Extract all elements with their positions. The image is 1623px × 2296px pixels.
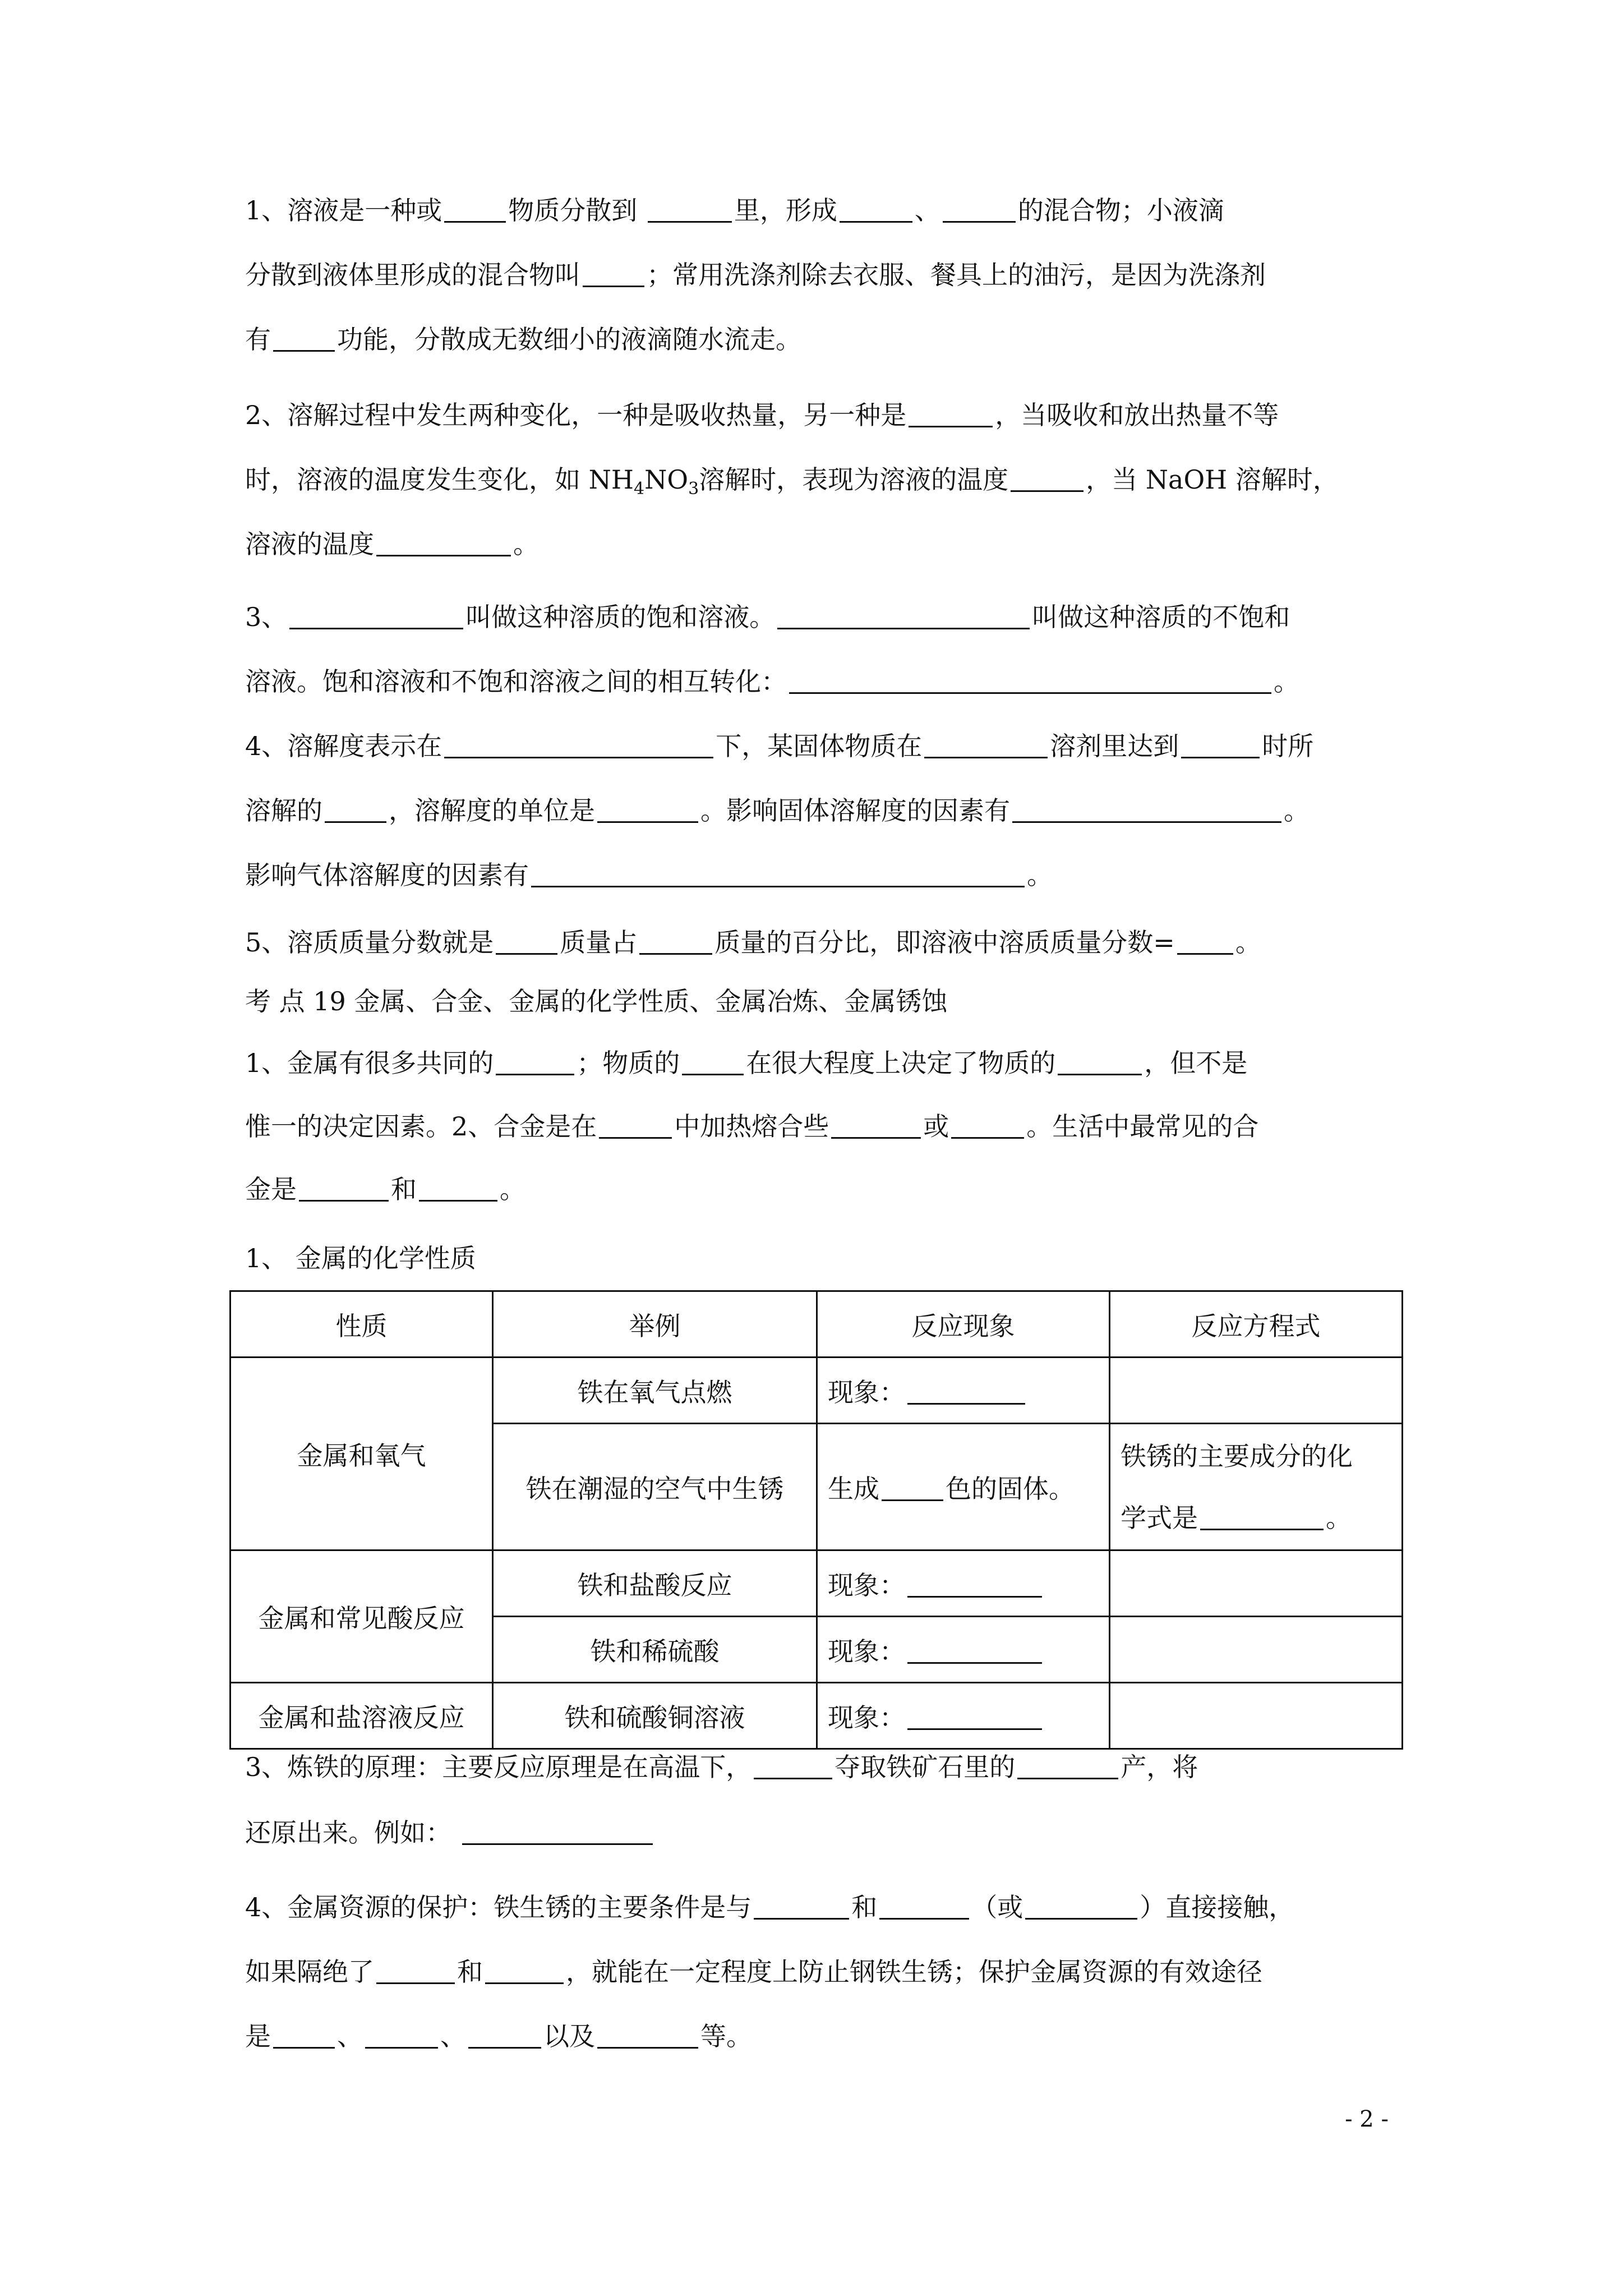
text-line [245, 1750, 1198, 1784]
answer-blank[interactable] [951, 1115, 1024, 1139]
rust-formula-line2: 学式是 [1121, 1502, 1198, 1533]
phenomenon-cell [817, 1683, 1110, 1749]
text-line [245, 527, 539, 561]
text-segment: 2、溶解过程中发生两种变化，一种是吸收热量，另一种是 [245, 400, 907, 430]
text-line [245, 1172, 525, 1206]
rust-phenomenon-cell [817, 1424, 1110, 1550]
text-segment: 惟一的决定因素。2、合金是在 [245, 1111, 597, 1142]
text-line [245, 1241, 476, 1275]
phenomenon-label: 现象： [828, 1636, 905, 1667]
answer-blank[interactable] [909, 403, 993, 427]
equation-cell [1110, 1358, 1403, 1424]
text-segment: ，当吸收和放出热量不等 [995, 400, 1279, 430]
text-segment: ，当 NaOH 溶解时， [1086, 464, 1339, 495]
text-segment: 中加热熔合些 [674, 1111, 829, 1142]
text-line [245, 1110, 1258, 1143]
answer-blank[interactable] [496, 1051, 574, 1075]
answer-blank[interactable] [907, 1573, 1042, 1598]
equation-cell [1110, 1550, 1403, 1617]
text-segment: 。 [1235, 927, 1261, 958]
text-segment: 还原出来。例如： [245, 1818, 460, 1848]
text-segment: 。 [1284, 795, 1310, 826]
header-phenomenon: 反应现象 [817, 1291, 1110, 1358]
answer-blank[interactable] [597, 2024, 698, 2049]
text-segment: 1、 金属的化学性质 [245, 1243, 476, 1273]
text-segment: 溶剂里达到 [1050, 731, 1179, 761]
text-segment: NO [644, 464, 689, 495]
answer-blank[interactable] [907, 1706, 1042, 1730]
text-segment: 4、金属资源的保护：铁生锈的主要条件是与 [245, 1892, 752, 1922]
answer-blank[interactable] [1200, 1506, 1324, 1530]
text-segment: 溶液的温度 [245, 529, 374, 559]
rust-formula-cell [1110, 1424, 1403, 1550]
text-line [245, 2019, 752, 2053]
subscript: 3 [688, 479, 699, 499]
example-iron-rust: 铁在潮湿的空气中生锈 [493, 1424, 817, 1550]
text-line [245, 194, 1224, 227]
equation-cell [1110, 1683, 1403, 1749]
table-row [230, 1550, 1403, 1617]
example-iron-oxygen: 铁在氧气点燃 [493, 1358, 817, 1424]
phenomenon-cell [817, 1617, 1110, 1683]
text-segment: 。 [513, 529, 539, 559]
answer-blank[interactable] [882, 1477, 943, 1501]
header-property: 性质 [230, 1291, 493, 1358]
answer-blank[interactable] [462, 1821, 653, 1845]
text-segment: 3、炼铁的原理：主要反应原理是在高温下， [245, 1752, 752, 1782]
equation-cell [1110, 1617, 1403, 1683]
text-segment: 如果隔绝了 [245, 1957, 374, 1987]
header-example: 举例 [493, 1291, 817, 1358]
answer-blank[interactable] [419, 1177, 497, 1202]
text-segment: 5、溶质质量分数就是 [245, 927, 494, 958]
text-line [245, 398, 1279, 432]
text-line [245, 1816, 655, 1849]
answer-blank[interactable] [1025, 1895, 1137, 1920]
example-iron-h2so4: 铁和稀硫酸 [493, 1617, 817, 1683]
text-segment: 在很大程度上决定了物质的 [746, 1048, 1056, 1078]
text-segment: 溶液。饱和溶液和不饱和溶液之间的相互转化： [245, 666, 787, 697]
answer-blank[interactable] [639, 931, 712, 955]
answer-blank[interactable] [840, 199, 912, 223]
text-segment: 和 [457, 1957, 483, 1987]
text-segment: 、 [337, 2021, 363, 2051]
answer-blank[interactable] [273, 328, 335, 352]
table-header-row [230, 1291, 1403, 1358]
text-segment: 或 [923, 1111, 949, 1142]
page-number: - 2 - [1345, 2106, 1389, 2132]
answer-blank[interactable] [365, 2024, 438, 2049]
text-segment: 时，溶液的温度发生变化，如 NH [245, 464, 634, 495]
text-segment: 3、 [245, 602, 288, 632]
answer-blank[interactable] [289, 605, 463, 629]
text-line [245, 323, 801, 356]
example-iron-cuso4: 铁和硫酸铜溶液 [493, 1683, 817, 1749]
phenomenon-cell [817, 1550, 1110, 1617]
answer-blank[interactable] [273, 2024, 335, 2049]
text-line [245, 258, 1266, 292]
answer-blank[interactable] [682, 1051, 744, 1075]
text-segment: ，但不是 [1144, 1048, 1248, 1078]
text-line [245, 926, 1261, 959]
text-segment: 叫做这种溶质的饱和溶液。 [465, 602, 776, 632]
answer-blank[interactable] [599, 1115, 672, 1139]
text-segment: 分散到液体里形成的混合物叫 [245, 260, 580, 290]
answer-blank[interactable] [1017, 1755, 1118, 1779]
text-segment: 、 [440, 2021, 466, 2051]
answer-blank[interactable] [777, 605, 1030, 629]
example-iron-hcl: 铁和盐酸反应 [493, 1550, 817, 1617]
text-segment: 等。 [700, 2021, 752, 2051]
answer-blank[interactable] [907, 1640, 1042, 1664]
answer-blank[interactable] [754, 1895, 849, 1920]
text-segment: 质量占 [560, 927, 638, 958]
text-segment: 。 [1027, 860, 1053, 890]
text-segment: 。 [1274, 666, 1299, 697]
text-segment: 里，形成 [734, 195, 837, 226]
text-segment: 影响气体溶解度的因素有 [245, 860, 529, 890]
answer-blank[interactable] [485, 1960, 564, 1984]
text-line [245, 1955, 1262, 1989]
group-metal-acid: 金属和常见酸反应 [230, 1550, 493, 1683]
text-segment: 。影响固体溶解度的因素有 [700, 795, 1010, 826]
phenomenon-label: 现象： [828, 1377, 905, 1407]
subscript: 4 [634, 479, 645, 499]
group-metal-oxygen: 金属和氧气 [230, 1358, 493, 1550]
phenomenon-label: 现象： [828, 1570, 905, 1600]
answer-blank[interactable] [531, 863, 1025, 887]
answer-blank[interactable] [376, 1960, 455, 1984]
text-segment: ）直接接触， [1140, 1892, 1295, 1922]
text-line [245, 858, 1053, 892]
text-segment: 、 [914, 195, 940, 226]
text-line [245, 729, 1313, 763]
text-segment: 物质分散到 [508, 195, 645, 226]
metal-chemical-properties-table [229, 1290, 1403, 1750]
group-metal-salt: 金属和盐溶液反应 [230, 1683, 493, 1749]
answer-blank[interactable] [924, 734, 1048, 758]
text-segment: 4、溶解度表示在 [245, 731, 442, 761]
answer-blank[interactable] [789, 670, 1271, 694]
text-segment: 和 [391, 1174, 417, 1204]
answer-blank[interactable] [496, 931, 557, 955]
answer-blank[interactable] [831, 1115, 921, 1139]
text-line [245, 665, 1299, 698]
table-row [230, 1358, 1403, 1424]
phenomenon-label: 现象： [828, 1702, 905, 1733]
text-line [245, 1046, 1247, 1080]
rust-generate-text: 生成 [828, 1473, 879, 1504]
text-segment: 下，某固体物质在 [716, 731, 923, 761]
text-segment: 的混合物；小液滴 [1017, 195, 1224, 226]
text-segment: 功能，分散成无数细小的液滴随水流走。 [337, 324, 801, 355]
text-segment: 。 [500, 1174, 525, 1204]
answer-blank[interactable] [879, 1895, 969, 1920]
answer-blank[interactable] [325, 799, 386, 823]
text-line [245, 984, 947, 1018]
text-segment: ，溶解度的单位是 [389, 795, 595, 826]
answer-blank[interactable] [754, 1755, 832, 1779]
text-segment: 是 [245, 2021, 271, 2051]
text-segment: 有 [245, 324, 271, 355]
answer-blank[interactable] [1181, 734, 1260, 758]
text-segment: 质量的百分比，即溶液中溶质质量分数= [714, 927, 1175, 958]
answer-blank[interactable] [907, 1381, 1025, 1405]
answer-blank[interactable] [376, 532, 511, 556]
text-segment: （或 [971, 1892, 1023, 1922]
text-segment: ；常用洗涤剂除去衣服、餐具上的油污，是因为洗涤剂 [647, 260, 1266, 290]
text-segment: 夺取铁矿石里的 [834, 1752, 1016, 1782]
text-segment: 叫做这种溶质的不饱和 [1032, 602, 1290, 632]
text-line [245, 463, 1339, 506]
text-segment: 产，将 [1121, 1752, 1198, 1782]
text-line [245, 1890, 1294, 1924]
period: 。 [1326, 1502, 1352, 1533]
answer-blank[interactable] [1058, 1051, 1142, 1075]
text-line [245, 600, 1290, 634]
text-segment: 时所 [1262, 731, 1314, 761]
answer-blank[interactable] [943, 199, 1016, 223]
text-segment: 金是 [245, 1174, 297, 1204]
text-segment: 溶解时，表现为溶液的温度 [699, 464, 1009, 495]
table-row [230, 1683, 1403, 1749]
answer-blank[interactable] [597, 799, 698, 823]
answer-blank[interactable] [1012, 799, 1281, 823]
text-segment: 1、金属有很多共同的 [245, 1048, 494, 1078]
answer-blank[interactable] [468, 2024, 541, 2049]
answer-blank[interactable] [299, 1177, 389, 1202]
text-segment: 考 点 19 金属、合金、金属的化学性质、金属冶炼、金属锈蚀 [245, 986, 948, 1016]
text-segment: 。生活中最常见的合 [1026, 1111, 1259, 1142]
phenomenon-cell [817, 1358, 1110, 1424]
text-segment: ；物质的 [577, 1048, 680, 1078]
answer-blank[interactable] [444, 199, 506, 223]
text-segment: 以及 [543, 2021, 595, 2051]
rust-color-text: 色的固体。 [946, 1473, 1075, 1504]
text-segment: ，就能在一定程度上防止钢铁生锈；保护金属资源的有效途径 [566, 1957, 1262, 1987]
text-segment: 1、溶液是一种或 [245, 195, 442, 226]
answer-blank[interactable] [444, 734, 713, 758]
answer-blank[interactable] [1177, 931, 1233, 955]
text-line [245, 794, 1310, 827]
answer-blank[interactable] [583, 263, 644, 287]
text-segment: 溶解的 [245, 795, 322, 826]
answer-blank[interactable] [648, 199, 732, 223]
text-segment: 和 [851, 1892, 878, 1922]
answer-blank[interactable] [1011, 468, 1083, 492]
header-equation: 反应方程式 [1110, 1291, 1403, 1358]
rust-formula-line1: 铁锈的主要成分的化 [1121, 1441, 1353, 1471]
